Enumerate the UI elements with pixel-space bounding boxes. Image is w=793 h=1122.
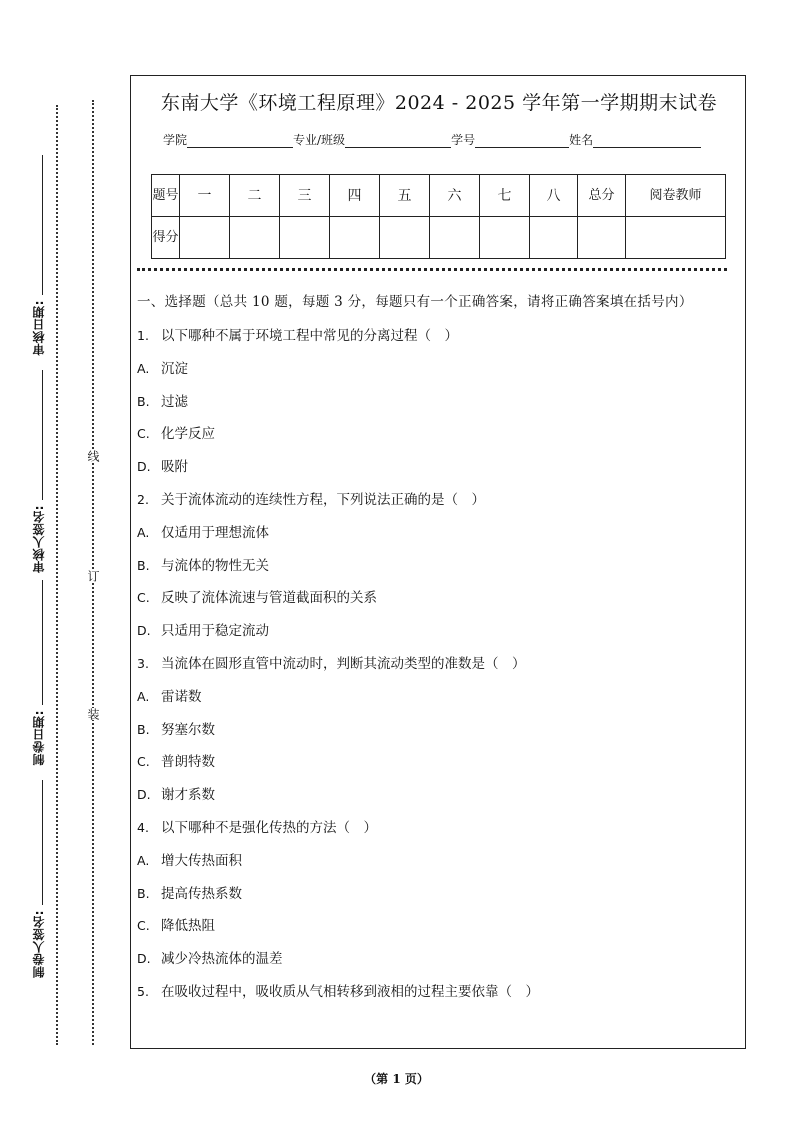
option-text: 沉淀 xyxy=(161,360,188,377)
score-col-grader: 阅卷教师 xyxy=(626,175,726,217)
option-3b[interactable] xyxy=(137,714,737,747)
option-label: C. xyxy=(137,590,150,606)
score-cell[interactable] xyxy=(480,217,530,259)
option-label: A. xyxy=(137,688,150,704)
score-cell[interactable] xyxy=(530,217,578,259)
option-4a[interactable] xyxy=(137,845,737,878)
score-col-8: 八 xyxy=(530,175,578,217)
question-text: 关于流体流动的连续性方程，下列说法正确的是（ ） xyxy=(161,491,485,508)
option-2c[interactable] xyxy=(137,582,737,615)
option-3c[interactable] xyxy=(137,746,737,779)
question-text: 当流体在圆形直管中流动时，判断其流动类型的准数是（ ） xyxy=(161,655,526,672)
option-label: D. xyxy=(137,951,151,967)
question-number: 4. xyxy=(137,819,149,835)
option-text: 谢才系数 xyxy=(161,787,215,804)
score-col-1: 一 xyxy=(180,175,230,217)
exam-frame xyxy=(130,75,746,1049)
line-marker: 线 xyxy=(86,450,100,462)
option-text: 提高传热系数 xyxy=(161,885,242,902)
score-cell[interactable] xyxy=(430,217,480,259)
question-text: 以下哪种不是强化传热的方法（ ） xyxy=(161,819,377,836)
reviewer-date-label: 审核日期: xyxy=(32,300,46,356)
question-1 xyxy=(137,320,737,353)
score-cell[interactable] xyxy=(180,217,230,259)
score-table-score-row xyxy=(152,217,726,259)
score-table-header-row xyxy=(152,175,726,217)
major-label: 专业/班级 xyxy=(293,133,346,147)
option-2b[interactable] xyxy=(137,550,737,583)
question-number: 2. xyxy=(137,491,149,507)
question-text: 以下哪种不属于环境工程中常见的分离过程（ ） xyxy=(161,328,458,344)
option-label: A. xyxy=(137,360,150,376)
question-5 xyxy=(137,976,737,1009)
option-label: D. xyxy=(137,459,151,475)
maker-sign-line xyxy=(42,780,43,905)
name-field[interactable] xyxy=(593,134,701,148)
option-text: 雷诺数 xyxy=(161,688,202,705)
reviewer-sign-line xyxy=(42,370,43,500)
option-text: 降低热阻 xyxy=(161,918,215,935)
option-label: B. xyxy=(137,557,150,573)
section-heading: 一、选择题（总共 10 题，每题 3 分，每题只有一个正确答案，请将正确答案填在括号内） xyxy=(137,294,693,310)
option-text: 普朗特数 xyxy=(161,754,215,771)
option-text: 吸附 xyxy=(161,459,188,476)
option-1a[interactable] xyxy=(137,353,737,386)
option-label: D. xyxy=(137,787,151,803)
score-col-6: 六 xyxy=(430,175,480,217)
score-cell-grader[interactable] xyxy=(626,217,726,259)
score-col-5: 五 xyxy=(380,175,430,217)
score-col-2: 二 xyxy=(230,175,280,217)
question-number-head: 题号 xyxy=(152,175,180,217)
option-2d[interactable] xyxy=(137,615,737,648)
question-number: 5. xyxy=(137,983,149,999)
exam-content xyxy=(137,290,737,1009)
maker-sign-label: 制卷人签名: xyxy=(32,910,46,978)
student-id-label: 学号 xyxy=(451,133,476,147)
option-text: 仅适用于理想流体 xyxy=(161,524,269,541)
option-label: C. xyxy=(137,426,150,442)
option-1b[interactable] xyxy=(137,386,737,419)
question-number: 1. xyxy=(137,328,149,343)
option-text: 反映了流体流速与管道截面积的关系 xyxy=(161,590,377,607)
option-3a[interactable] xyxy=(137,681,737,714)
question-3 xyxy=(137,648,737,681)
score-col-4: 四 xyxy=(330,175,380,217)
fold-marker: 装 xyxy=(86,708,100,720)
option-label: C. xyxy=(137,754,150,770)
option-text: 努塞尔数 xyxy=(161,721,215,738)
question-4 xyxy=(137,812,737,845)
option-label: C. xyxy=(137,918,150,934)
score-col-3: 三 xyxy=(280,175,330,217)
reviewer-date-line xyxy=(42,155,43,295)
score-cell[interactable] xyxy=(380,217,430,259)
option-4d[interactable] xyxy=(137,943,737,976)
option-text: 增大传热面积 xyxy=(161,852,242,869)
student-info-row xyxy=(163,131,701,148)
name-label: 姓名 xyxy=(569,133,594,147)
score-cell[interactable] xyxy=(330,217,380,259)
option-4b[interactable] xyxy=(137,878,737,911)
option-label: D. xyxy=(137,623,151,639)
option-label: A. xyxy=(137,524,150,540)
option-2a[interactable] xyxy=(137,517,737,550)
option-text: 减少冷热流体的温差 xyxy=(161,951,283,968)
option-1d[interactable] xyxy=(137,451,737,484)
option-1c[interactable] xyxy=(137,418,737,451)
score-row-head: 得分 xyxy=(152,217,180,259)
college-field[interactable] xyxy=(187,134,293,148)
dotted-separator xyxy=(137,268,727,271)
option-label: A. xyxy=(137,852,150,868)
maker-date-line xyxy=(42,580,43,705)
option-3d[interactable] xyxy=(137,779,737,812)
question-2 xyxy=(137,484,737,517)
option-label: B. xyxy=(137,721,150,737)
option-label: B. xyxy=(137,393,150,409)
score-col-total: 总分 xyxy=(578,175,626,217)
page-number: （第 1 页） xyxy=(364,1072,429,1086)
score-cell[interactable] xyxy=(280,217,330,259)
student-id-field[interactable] xyxy=(475,134,569,148)
option-4c[interactable] xyxy=(137,910,737,943)
maker-date-label: 制卷日期: xyxy=(32,710,46,766)
option-text: 与流体的物性无关 xyxy=(161,557,269,574)
question-text: 在吸收过程中，吸收质从气相转移到液相的过程主要依靠（ ） xyxy=(161,983,539,1000)
bind-marker: 订 xyxy=(86,570,100,582)
option-text: 过滤 xyxy=(161,393,188,410)
major-field[interactable] xyxy=(345,134,451,148)
option-text: 只适用于稳定流动 xyxy=(161,623,269,640)
exam-title: 东南大学《环境工程原理》2024 - 2025 学年第一学期期末试卷 xyxy=(160,92,718,114)
college-label: 学院 xyxy=(163,133,188,147)
score-table xyxy=(151,174,726,259)
score-cell-total[interactable] xyxy=(578,217,626,259)
margin-dotted-line-left xyxy=(56,105,58,1045)
question-number: 3. xyxy=(137,655,149,671)
reviewer-sign-label: 审核人签名: xyxy=(32,505,46,573)
option-text: 化学反应 xyxy=(161,426,215,443)
option-label: B. xyxy=(137,885,150,901)
score-col-7: 七 xyxy=(480,175,530,217)
score-cell[interactable] xyxy=(230,217,280,259)
